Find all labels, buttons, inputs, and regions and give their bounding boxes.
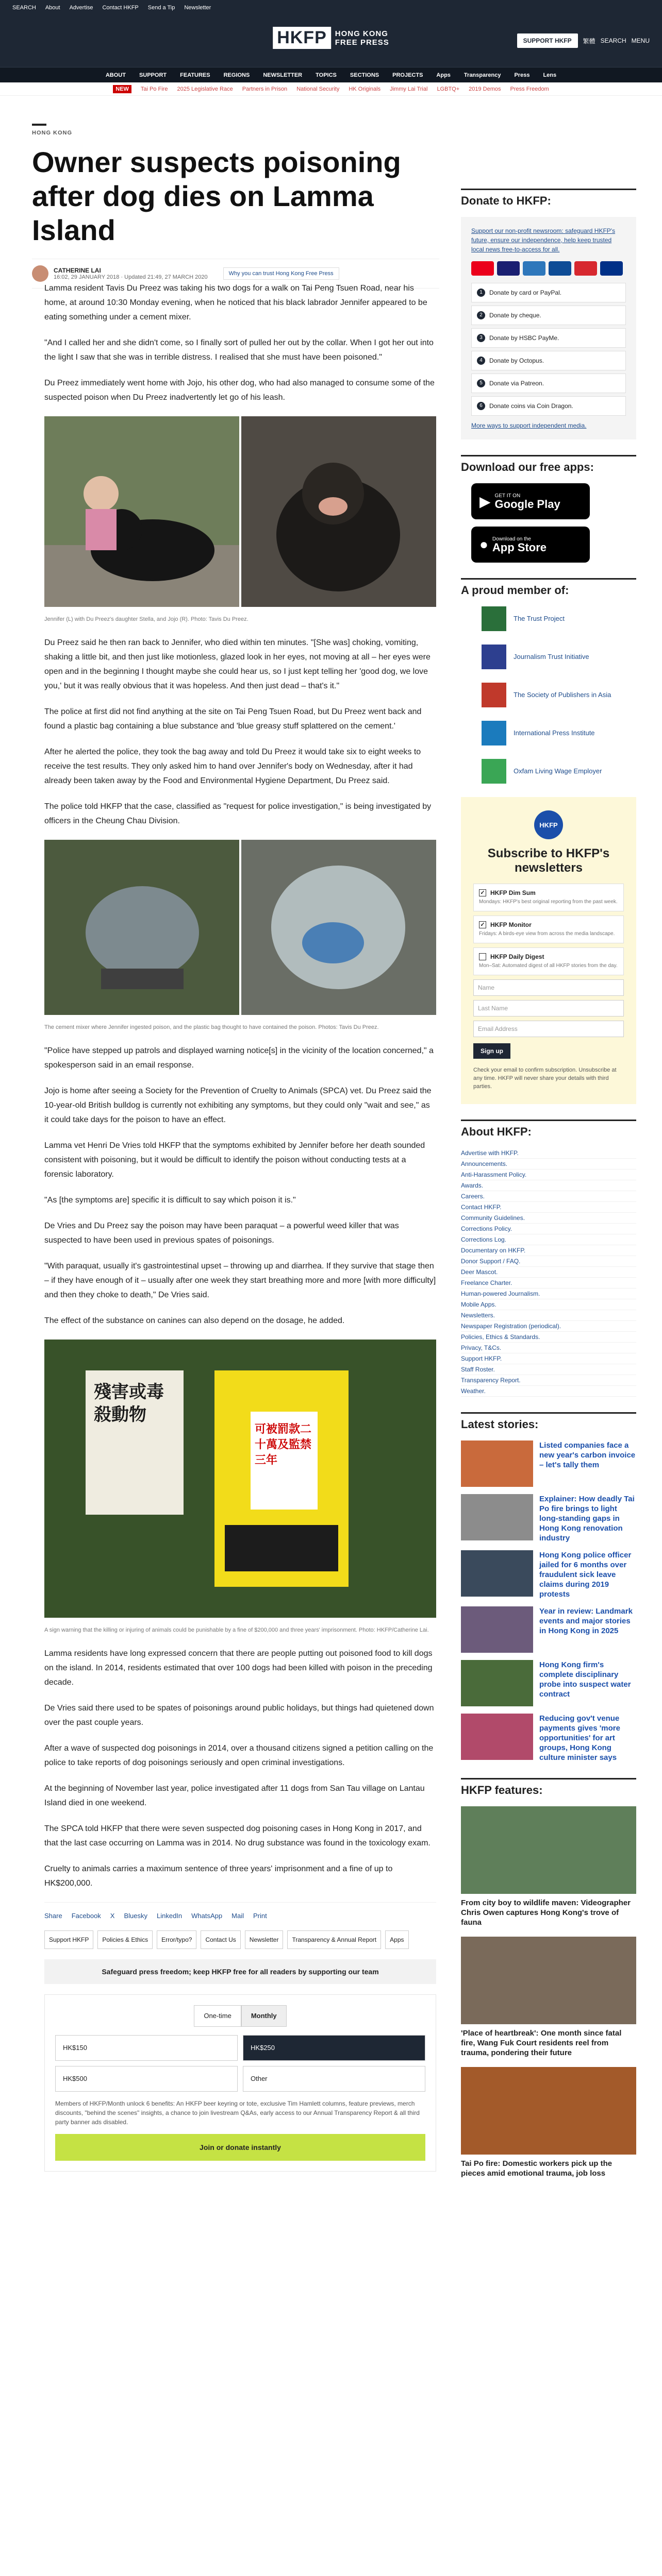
about-link[interactable]: Staff Roster. (461, 1364, 636, 1375)
article-title: Owner suspects poisoning after dog dies on Lamma Island (32, 146, 401, 246)
story-thumbnail (461, 1550, 533, 1597)
story-title[interactable]: Year in review: Landmark events and major stories in Hong Kong in 2025 (539, 1607, 633, 1635)
paragraph: At the beginning of November last year, police investigated after 11 dogs from San Tau village on Lantau Island died in one weekend. (44, 1784, 425, 1807)
trending-link[interactable]: Tai Po Fire (140, 86, 168, 92)
mixer-photo (44, 840, 436, 1015)
footer-tag-link[interactable]: Newsletter (245, 1930, 284, 1949)
article-body (44, 281, 436, 2172)
about-link[interactable]: Privacy, T&Cs. (461, 1343, 636, 1353)
member-heading: A proud member of: (461, 578, 636, 597)
newsletter-name: HKFP Monitor (490, 921, 532, 928)
about-link[interactable]: Anti-Harassment Policy. (461, 1170, 636, 1180)
paragraph: "Police have stepped up patrols and displayed warning notice[s] in the vicinity of the location concerned," a spokesperson said in an email response. (44, 1046, 434, 1070)
feature-thumbnail (461, 2067, 636, 2155)
share-x-link[interactable]: X (110, 1912, 115, 1920)
nav-item-support[interactable]: SUPPORT (139, 72, 167, 78)
story-title[interactable]: Explainer: How deadly Tai Po fire brings to light long-standing gaps in Hong Kong renovation industry (539, 1495, 635, 1543)
signup-button[interactable]: Sign up (473, 1043, 510, 1059)
donate-heading: Donate to HKFP: (461, 189, 636, 208)
member-org-name: Journalism Trust Initiative (514, 653, 589, 660)
newsletter-title: Subscribe to HKFP's newsletters (487, 846, 610, 875)
about-link[interactable]: Transparency Report. (461, 1375, 636, 1386)
donate-option-label: Donate by HSBC PayMe. (489, 334, 559, 342)
tip-link[interactable]: Send a Tip (147, 5, 175, 11)
google-play-button[interactable]: ▶ GET IT ON Google Play (471, 483, 590, 519)
newsletter-option[interactable] (473, 916, 624, 943)
advertise-link[interactable]: Advertise (69, 5, 93, 11)
member-org[interactable] (461, 759, 636, 784)
about-link[interactable]: Awards. (461, 1180, 636, 1191)
paragraph: "As [the symptoms are] specific it is difficult to say which poison it is." (44, 1196, 296, 1205)
trending-link[interactable]: LGBTQ+ (437, 86, 460, 92)
member-logo-icon (482, 683, 506, 707)
share-print-link[interactable]: Print (253, 1912, 267, 1920)
paragraph: Cruelty to animals carries a maximum sentence of three years' imprisonment and a fine of up to HK$200,000. (44, 1865, 393, 1888)
member-org[interactable] (461, 606, 636, 631)
story-thumbnail (461, 1606, 533, 1653)
member-org-name: International Press Institute (514, 729, 595, 737)
paragraph: De Vries said there used to be spates of poisonings around public holidays, but things had quietened down over the past couple years. (44, 1704, 434, 1727)
about-heading: About HKFP: (461, 1120, 636, 1139)
share-mail-link[interactable]: Mail (231, 1912, 244, 1920)
story-title[interactable]: Hong Kong firm's complete disciplinary probe into suspect water contract (539, 1660, 631, 1699)
trust-link[interactable]: Why you can trust Hong Kong Free Press (223, 267, 339, 280)
newsletter-name: HKFP Daily Digest (490, 953, 544, 960)
newsletter-option[interactable] (473, 947, 624, 975)
share-linkedin-link[interactable]: LinkedIn (157, 1912, 183, 1920)
story-thumbnail (461, 1714, 533, 1760)
mastercard-icon (471, 261, 494, 276)
amount-option[interactable]: HK$250 (243, 2035, 425, 2061)
story-title[interactable]: Reducing gov't venue payments gives 'more opportunities' for art groups, Hong Kong culture minister says (539, 1714, 620, 1762)
feature-thumbnail (461, 1937, 636, 2024)
about-link[interactable]: Careers. (461, 1191, 636, 1202)
newsletter-desc: Mon–Sat: Automated digest of all HKFP stories from the day. (479, 963, 618, 969)
paragraph: The SPCA told HKFP that there were seven suspected dog poisoning cases in Hong Kong in 2017, and that the last case occurring on Lamma was in 2014. No drug substance was found in the toxicology exam. (44, 1824, 431, 1848)
footer-tag-link[interactable]: Apps (385, 1930, 408, 1949)
paragraph: The effect of the substance on canines can also depend on the dosage, he added. (44, 1316, 345, 1325)
option-number-icon: 5 (477, 379, 485, 387)
about-link[interactable]: Weather. (461, 1386, 636, 1397)
trending-link[interactable]: Partners in Prison (242, 86, 288, 92)
donate-panel (461, 217, 636, 439)
trending-nav (0, 82, 662, 96)
paragraph: De Vries and Du Preez say the poison may have been paraquat – a powerful weed killer that was suspected to have been used in previous spates of poisonings. (44, 1222, 399, 1245)
search-link[interactable]: SEARCH (12, 5, 36, 11)
latest-story[interactable] (461, 1714, 636, 1762)
about-link[interactable]: Human-powered Journalism. (461, 1289, 636, 1299)
member-benefits: Members of HKFP/Month unlock 6 benefits: An HKFP beer keyring or tote, exclusive Tim Hamlett columns, feature previews, merch discounts, "behind the scenes" insights, a chance to join livestream Q&As, early access to our Annual Transparency Report & all third party banner ads disabled. (55, 2100, 420, 2126)
apple-icon: ● (479, 536, 488, 552)
nav-item-lens[interactable]: Lens (543, 72, 557, 78)
caption: A sign warning that the killing or injuring of animals could be punishable by a fine of $200,000 and three years' imprisonment. Photo: HKFP/Catherine Lai. (44, 1627, 429, 1633)
figure-dogs (44, 416, 436, 623)
about-link[interactable]: Announcements. (461, 1159, 636, 1170)
footer-tag-link[interactable]: Support HKFP (44, 1930, 93, 1949)
about-link[interactable]: Freelance Charter. (461, 1278, 636, 1289)
avatar (32, 265, 48, 282)
category-label[interactable]: HONG KONG (32, 130, 73, 136)
option-number-icon: 3 (477, 334, 485, 342)
trending-link[interactable]: Jimmy Lai Trial (390, 86, 428, 92)
donate-option-label: Donate by card or PayPal. (489, 289, 562, 296)
member-logo-icon (482, 721, 506, 745)
features-heading: HKFP features: (461, 1778, 636, 1797)
about-list (461, 1148, 636, 1397)
payment-cards (471, 261, 626, 276)
feature-story[interactable] (461, 1937, 636, 2058)
caption: The cement mixer where Jennifer ingested poison, and the plastic bag thought to have contained the poison. Photos: Tavis Du Preez. (44, 1024, 379, 1030)
paragraph: Lamma resident Tavis Du Preez was taking his two dogs for a walk on Tai Peng Tsuen Road, near his home, at around 10:30 Monday evening, when he noticed that his black labrador Jennifer appeared to be eating something under a cement mixer. (44, 284, 427, 321)
paragraph: Du Preez said he then ran back to Jennifer, who died within ten minutes. "[She was] choking, vomiting, shaking a little bit, and then just like motionless, glazed look in her eyes, not moving at all – her eyes were open and in the beginning I thought maybe she could hear us, so I just kept telling her 'good dog, we love you,' but it was really obvious that it was hopeless. And then just dead – that's it." (44, 638, 431, 690)
member-org-name: The Society of Publishers in Asia (514, 691, 611, 699)
email-field[interactable]: Email Address (473, 1021, 624, 1037)
newsletter-link[interactable]: Newsletter (184, 5, 211, 11)
story-thumbnail (461, 1440, 533, 1487)
nav-item-topics[interactable]: TOPICS (316, 72, 337, 78)
member-logo-icon (482, 645, 506, 669)
last-name-field[interactable]: Last Name (473, 1000, 624, 1016)
option-number-icon: 6 (477, 402, 485, 410)
donate-option[interactable] (471, 328, 626, 348)
donate-option-label: Donate by Octopus. (489, 357, 544, 364)
checkbox[interactable]: ✓ (479, 921, 486, 928)
nav-item-apps[interactable]: Apps (436, 72, 451, 78)
feature-story[interactable] (461, 2067, 636, 2178)
about-link[interactable]: Deer Mascot. (461, 1267, 636, 1278)
contact-link[interactable]: Contact HKFP (102, 5, 139, 11)
about-link[interactable]: Corrections Log. (461, 1234, 636, 1245)
apps-heading: Download our free apps: (461, 455, 636, 474)
amex-icon (523, 261, 545, 276)
feature-title[interactable]: Tai Po fire: Domestic workers pick up the pieces amid emotional trauma, job loss (461, 2159, 613, 2178)
join-button[interactable]: Join or donate instantly (55, 2134, 425, 2161)
latest-heading: Latest stories: (461, 1412, 636, 1431)
share-facebook-link[interactable]: Facebook (71, 1912, 101, 1920)
google-play-icon: ▶ (479, 493, 491, 510)
more-ways-link[interactable]: More ways to support independent media. (471, 422, 587, 429)
site-header (0, 15, 662, 67)
search-button[interactable]: SEARCH (600, 37, 626, 44)
donate-widget (44, 1994, 436, 2172)
one-time-toggle[interactable]: One-time (194, 2005, 241, 2027)
newsletter-option-title (479, 889, 618, 896)
about-link[interactable]: Contact HKFP. (461, 1202, 636, 1213)
footer-tag-link[interactable]: Contact Us (201, 1930, 240, 1949)
latest-story[interactable] (461, 1494, 636, 1543)
paragraph: "With paraquat, usually it's gastrointestinal upset – throwing up and diarrhea. If they survive that stage then – if they have enough of it – usually after one week they start breathing more and more [with more difficulty] and then they choke to death," De Vries said. (44, 1262, 436, 1299)
story-thumbnail (461, 1494, 533, 1540)
donate-option-label: Donate via Patreon. (489, 380, 544, 387)
new-badge: NEW (113, 85, 131, 93)
name-field[interactable]: Name (473, 979, 624, 996)
jcb-icon (549, 261, 571, 276)
monthly-toggle[interactable]: Monthly (241, 2005, 287, 2027)
member-org[interactable] (461, 645, 636, 669)
member-org-name: Oxfam Living Wage Employer (514, 767, 602, 775)
trending-link[interactable]: 2019 Demos (469, 86, 501, 92)
feature-story[interactable] (461, 1806, 636, 1927)
nav-item-transparency[interactable]: Transparency (464, 72, 501, 78)
menu-button[interactable]: MENU (631, 37, 650, 44)
trending-link[interactable]: 2025 Legislative Race (177, 86, 233, 92)
nav-item-features[interactable]: FEATURES (180, 72, 210, 78)
author-name[interactable]: CATHERINE LAI (54, 267, 101, 274)
app-store-button[interactable]: ● Download on the App Store (471, 527, 590, 563)
feature-thumbnail (461, 1806, 636, 1894)
about-link[interactable]: About (45, 5, 60, 11)
nav-item-about[interactable]: ABOUT (105, 72, 126, 78)
paragraph: The police at first did not find anything at the site on Tai Peng Tsuen Road, but Du Preez went back and found a plastic bag containing a blue substance and 'blue greasy stuff splattered on the cement.' (44, 707, 422, 731)
about-link[interactable]: Newspaper Registration (periodical). (461, 1321, 636, 1332)
trending-link[interactable]: Press Freedom (510, 86, 549, 92)
trending-link[interactable]: National Security (296, 86, 340, 92)
member-logo-icon (482, 606, 506, 631)
share-whatsapp-link[interactable]: WhatsApp (191, 1912, 223, 1920)
member-logo-icon (482, 759, 506, 784)
option-number-icon: 4 (477, 357, 485, 365)
nav-item-press[interactable]: Press (514, 72, 530, 78)
site-logo[interactable]: HKFP HONG KONG FREE PRESS (273, 27, 389, 49)
paragraph: Du Preez immediately went home with Jojo, his other dog, who had also managed to consume some of the suspected poison when Du Preez inadvertently let go of his leash. (44, 379, 435, 402)
checkbox[interactable] (479, 953, 486, 960)
footer-tag-link[interactable]: Policies & Ethics (97, 1930, 153, 1949)
hkfp-logo: HKFP (534, 810, 563, 839)
donate-option[interactable] (471, 306, 626, 325)
amount-option[interactable]: HK$500 (55, 2066, 238, 2092)
story-title[interactable]: Listed companies face a new year's carbon invoice – let's tally them (539, 1441, 636, 1469)
donate-option[interactable] (471, 283, 626, 302)
latest-story[interactable] (461, 1606, 636, 1653)
paragraph: After he alerted the police, they took the bag away and told Du Preez it would take six to eight weeks to receive the test results. They only asked him to hand over Jennifer's body on Wednesday, after it had already been taken away by the Food and Environmental Hygiene Department, Du Preez said. (44, 748, 421, 785)
paragraph: Jojo is home after seeing a Society for the Prevention of Cruelty to Animals (SPCA) vet. Du Preez said the 10-year-old British bulldog is currently not exhibiting any symptoms, but they could only "wait and see," as it could take days for the poison to have an effect. (44, 1087, 432, 1124)
latest-story[interactable] (461, 1440, 636, 1487)
share-share-link: Share (44, 1912, 62, 1920)
paragraph: The police told HKFP that the case, classified as "request for police investigation," is being investigated by officers in the Cheung Chau Division. (44, 802, 432, 825)
safeguard-banner: Safeguard press freedom; keep HKFP free for all readers by supporting our team (44, 1959, 436, 1984)
about-link[interactable]: Community Guidelines. (461, 1213, 636, 1224)
latest-story[interactable] (461, 1550, 636, 1599)
footer-tag-link[interactable]: Transparency & Annual Report (287, 1930, 381, 1949)
story-title[interactable]: Hong Kong police officer jailed for 6 months over fraudulent sick leave claims during 2019 protests (539, 1551, 632, 1599)
share-bar (44, 1902, 436, 1923)
footer-tags (44, 1930, 436, 1949)
donate-option[interactable] (471, 351, 626, 370)
about-link[interactable]: Advertise with HKFP. (461, 1148, 636, 1159)
about-link[interactable]: Donor Support / FAQ. (461, 1256, 636, 1267)
about-link[interactable]: Policies, Ethics & Standards. (461, 1332, 636, 1343)
newsletter-name: HKFP Dim Sum (490, 889, 536, 896)
visa-icon (497, 261, 520, 276)
paragraph: After a wave of suspected dog poisonings in 2014, over a thousand citizens signed a petition calling on the police to take reports of dog poisonings seriously and open criminal investigations. (44, 1744, 434, 1767)
unionpay-icon (574, 261, 597, 276)
paypal-icon (600, 261, 623, 276)
dogs-photo (44, 416, 436, 607)
checkbox[interactable]: ✓ (479, 889, 486, 896)
donate-option-label: Donate coins via Coin Dragon. (489, 402, 573, 410)
footer-tag-link[interactable]: Error/typo? (157, 1930, 196, 1949)
about-link[interactable]: Corrections Policy. (461, 1224, 636, 1234)
about-link[interactable]: Support HKFP. (461, 1353, 636, 1364)
figure-sign (44, 1340, 436, 1634)
newsletter-signup (461, 797, 636, 1104)
paragraph: Lamma residents have long expressed concern that there are people putting out poisoned food to kill dogs on the island. In 2014, residents estimated that over 100 dogs had been killed with poison in the preceding decade. (44, 1649, 433, 1687)
caption: Jennifer (L) with Du Preez's daughter Stella, and Jojo (R). Photo: Tavis Du Preez. (44, 616, 249, 622)
figure-mixer (44, 840, 436, 1031)
donate-option[interactable] (471, 396, 626, 416)
amount-option[interactable]: Other (243, 2066, 425, 2092)
newsletter-note: Check your email to confirm subscription. Unsubscribe at any time. HKFP will never share your details with third parties. (473, 1067, 617, 1090)
story-thumbnail (461, 1660, 533, 1706)
option-number-icon: 1 (477, 289, 485, 297)
donate-option[interactable] (471, 374, 626, 393)
paragraph: Lamma vet Henri De Vries told HKFP that the symptoms exhibited by Jennifer before her death sounded consistent with poisoning, but it would be difficult to identify the poison without conducting tests at a forensic laboratory. (44, 1141, 425, 1179)
newsletter-option[interactable] (473, 884, 624, 911)
feature-title[interactable]: From city boy to wildlife maven: Videographer Chris Owen captures Hong Kong's trove of fauna (461, 1899, 631, 1927)
about-link[interactable]: Documentary on HKFP. (461, 1245, 636, 1256)
nav-item-sections[interactable]: SECTIONS (350, 72, 379, 78)
amount-option[interactable]: HK$150 (55, 2035, 238, 2061)
nav-item-regions[interactable]: REGIONS (223, 72, 250, 78)
member-org[interactable] (461, 721, 636, 745)
newsletter-option-title (479, 921, 618, 928)
donate-text[interactable]: Support our non-profit newsroom: safeguard HKFP's future, ensure our independence, help keep trusted local news free-to-access for all. (471, 227, 616, 253)
sign-text: 殘害或毒殺動物 (94, 1382, 164, 1425)
feature-title[interactable]: 'Place of heartbreak': One month since fatal fire, Wang Fuk Court residents reel from trauma, pondering their future (461, 2029, 622, 2057)
sign-text-fine: 可被罰款二十萬及監禁三年 (255, 1423, 312, 1467)
trending-link[interactable]: HK Originals (349, 86, 381, 92)
top-bar (0, 0, 662, 15)
latest-story[interactable] (461, 1660, 636, 1706)
sidebar (461, 173, 636, 2188)
about-link[interactable]: Newsletters. (461, 1310, 636, 1321)
nav-item-newsletter[interactable]: NEWSLETTER (263, 72, 303, 78)
nav-item-projects[interactable]: PROJECTS (392, 72, 423, 78)
newsletter-desc: Mondays: HKFP's best original reporting from the past week. (479, 899, 618, 905)
language-link[interactable]: 繁體 (583, 37, 595, 45)
paragraph: "And I called her and she didn't come, so I finally sort of pulled her out by the collar. When I got her out into the light I saw that she was in terrible distress. I realised that she must have been poisoned." (44, 338, 434, 362)
publish-dates: 16:02, 29 JANUARY 2018 · Updated 21:49, 27 MARCH 2020 (54, 274, 208, 280)
option-number-icon: 2 (477, 311, 485, 319)
member-org[interactable] (461, 683, 636, 707)
donate-option-label: Donate by cheque. (489, 312, 541, 319)
main-nav (0, 67, 662, 82)
newsletter-option-title (479, 953, 618, 960)
support-button[interactable]: SUPPORT HKFP (517, 33, 578, 48)
member-org-name: The Trust Project (514, 615, 565, 622)
about-link[interactable]: Mobile Apps. (461, 1299, 636, 1310)
share-bluesky-link[interactable]: Bluesky (124, 1912, 147, 1920)
newsletter-desc: Fridays: A birds-eye view from across the media landscape. (479, 931, 615, 937)
